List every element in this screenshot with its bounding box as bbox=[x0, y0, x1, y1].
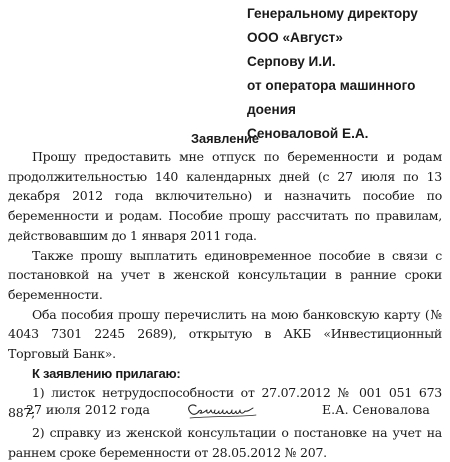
paragraph-bank-transfer: Оба пособия прошу перечислить на мою банковскую карту (№ 4043 7301 2245 2689), открытую в АКБ «Инвестиционный Торговый Банк». bbox=[8, 306, 442, 362]
addressee-block bbox=[247, 2, 418, 146]
attachment-item-sick-leave: 1) листок нетрудоспособности от 27.07.2012 № 001 051 673 887; bbox=[8, 385, 442, 421]
signature-date: 27 июля 2012 года bbox=[26, 402, 150, 417]
attachments-heading: К заявлению прилагаю: bbox=[32, 365, 181, 381]
paragraph-leave-request: Прошу предоставить мне отпуск по беременности и родам продолжительностью 140 календарных дней (с 27 июля по 13 декабря 2012 года включительно) и назначить пособие по беременности и родам. Пособие прошу рассчитать по правилам, действовавшим до 1 января 2011 года. bbox=[8, 149, 442, 243]
sender-position: от оператора машинного bbox=[247, 78, 416, 93]
sender-position-continued: доения bbox=[247, 102, 296, 117]
paragraph-lump-sum-request: Также прошу выплатить единовременное пособие в связи с постановкой на учет в женской консультации в ранние сроки беременности. bbox=[8, 247, 442, 302]
addressee-company: ООО «Август» bbox=[247, 30, 343, 45]
attachment-item-clinic-certificate: 2) справку из женской консультации о постановке на учет на раннем сроке беременности от 28.05.2012 № 207. bbox=[8, 424, 442, 460]
addressee-position: Генеральному директору bbox=[247, 6, 418, 21]
sender-name: Сеноваловой Е.А. bbox=[247, 126, 369, 141]
signatory-name: Е.А. Сеновалова bbox=[322, 402, 430, 417]
handwritten-signature bbox=[182, 399, 264, 421]
addressee-director-name: Серпову И.И. bbox=[247, 54, 336, 69]
document-title: Заявление bbox=[190, 131, 260, 146]
